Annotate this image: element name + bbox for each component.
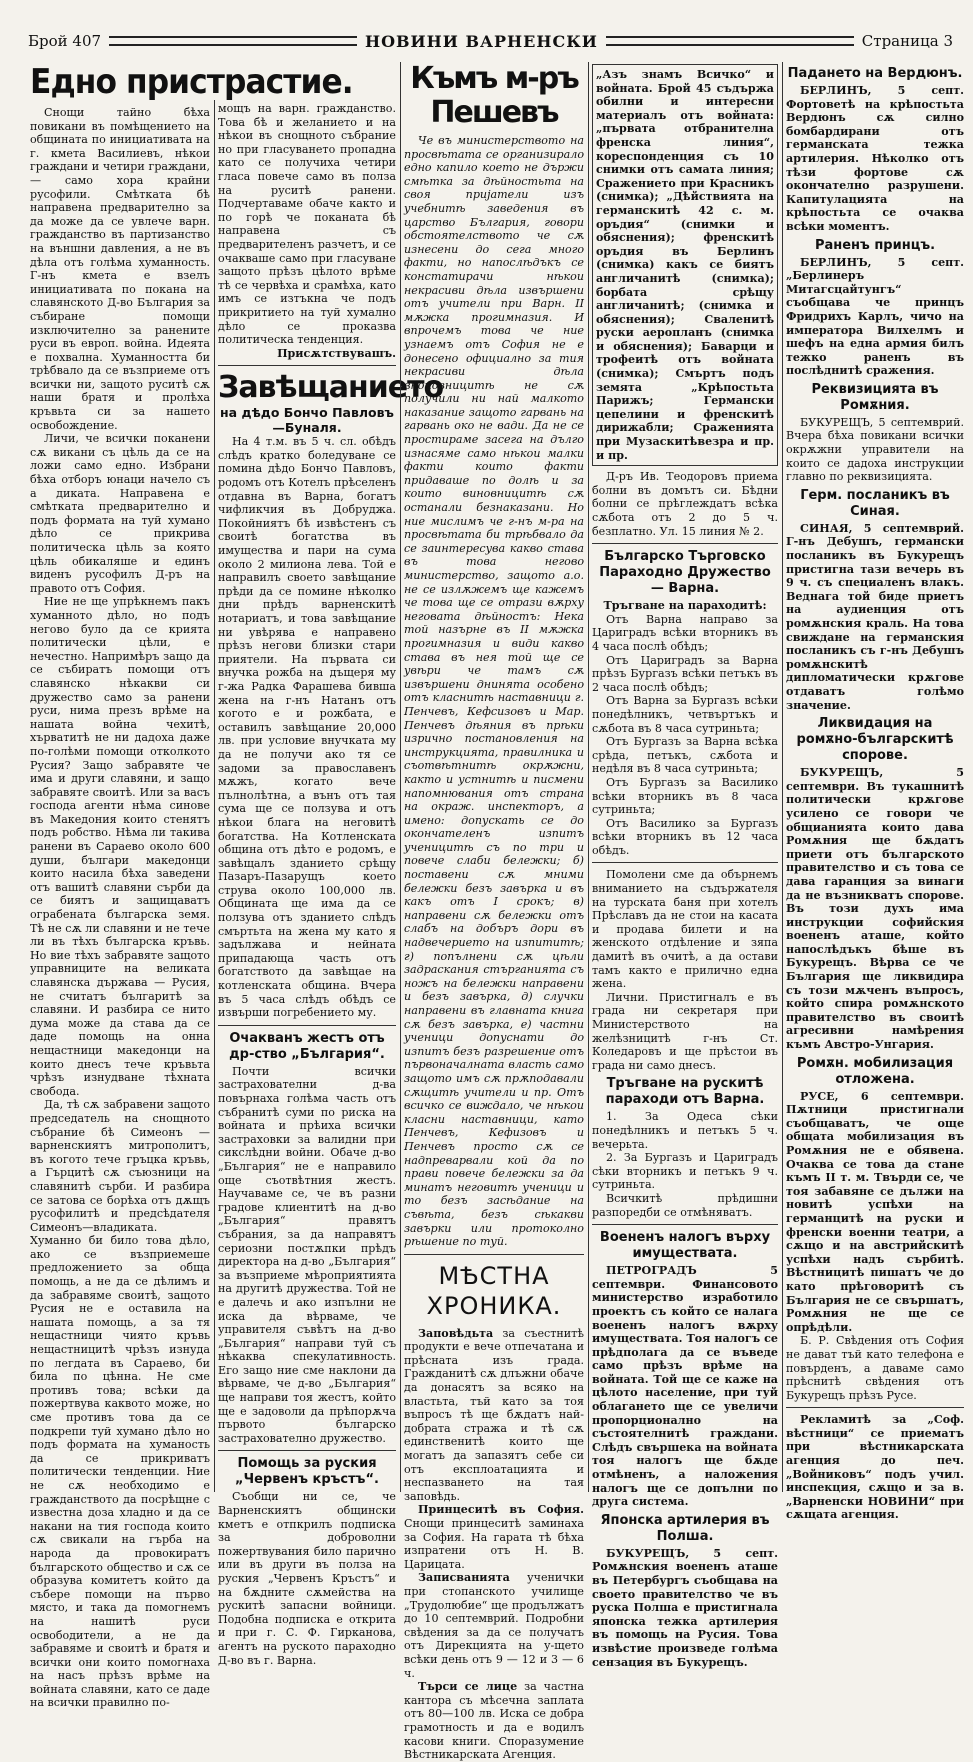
separator [786, 1407, 964, 1408]
russian-ship-item: 2. За Бургазъ и Цариградъ сѣки вторникъ и петъкъ 9 ч. сутриньта. [592, 1151, 778, 1192]
article-headline-will: Завѣщанието [218, 370, 444, 406]
mobilization-headline: Ромѫн. мобилизация отложена. [796, 1055, 954, 1087]
war-tax-headline: Воененъ налогъ върху имуществата. [599, 1230, 771, 1262]
mobilization-body: РУСЕ, 6 септември. Пѫтници пристигнали съобщаватъ, че още общата мобилизация въ Ромѫния не е обявена. Очаква се това да стане къмъ II т. м. Твърди се, че тоя забавяне се дължи на новитѣ успѣхи на германцитѣ на руски и френски военни театри, а сѫщо и на австрийскитѣ успѣхи надъ сърбитѣ. Вѣстницитѣ пишатъ че до като прѣговоритѣ съ България не се свършатъ, Ромѫния не ще се опрѣдѣли. [786, 1089, 964, 1334]
requisition-body: БУКУРЕЩЪ, 5 септемврий. Вчера бѣха повикани всички окрѫжни управители на които се дадоха инструкции главно по реквизицията. [786, 415, 964, 484]
article-signature: Присѫтствувашъ. [277, 346, 396, 360]
shipping-item: Отъ Бургазъ за Варна всѣка срѣда, петъкъ, сѫбота и недѣля въ 8 часа сутриньта; [592, 735, 778, 776]
shipping-item: Отъ Бургазъ за Василико всѣки вторникъ въ 8 часа сутриньта; [592, 775, 778, 817]
shipping-company-headline: Българско Търговско Параходно Дружество — Варна. [599, 549, 771, 597]
separator [218, 1450, 396, 1451]
column-divider [588, 62, 589, 1492]
chronicle-item: Заповѣдьта за съестнитѣ продукти е вече отпечатана и прѣсната изъ града. Гражданитѣ сѫ длъжни обаче да донасятъ за всяко на властьта, тъй като за тоя въпросъ тѣ ще бѫдатъ най-добрата стража и тѣ сѫ единственитѣ които ще могатъ да запазятъ себе си отъ експлоатацията и неспазването на тая заповѣдь. [404, 1326, 585, 1503]
chronicle-item: Търси се лице за частна кантора съ мѣсечна заплата отъ 80—100 лв. Иска се добра грамотность и да е водилъ касови книги. Споразумение Вѣстникарската Агенция. [404, 1680, 584, 1762]
shipping-item: Отъ Цариградъ за Варна прѣзъ Бургазъ всѣки петъкъ въ 2 часа послѣ обѣдъ; [592, 653, 778, 694]
prince-headline: Раненъ принцъ. [814, 237, 936, 253]
russian-ship-note: Всичкитѣ прѣдишни разпоредби се отмѣняватъ. [592, 1191, 778, 1219]
requisition-headline: Реквизицията въ Ромѫния. [811, 381, 939, 413]
war-tax-body: ПЕТРОГРАДЪ 5 септември. Финансовото министерство изработило проектъ съ който се налага воененъ налогъ вѫрху имуществата. Тоя налогъ се прѣдполага да се въведе само прѣзъ врѣме на войната. Той ще се каже на цѣлото население, при туй облагането ще се увеличи пропорционално на състоятелнитѣ граждани. Слѣдъ свършека на войната тоя налогъ ще бѫде отмѣненъ, а наложения налогъ ще се допълни по друга система. [592, 1264, 778, 1509]
article-headline-peshev: Къмъ м-ръ Пешевъ [410, 61, 578, 130]
header-rule-right [606, 36, 854, 46]
russian-ship-item: 1. За Одеса сѣки понедѣлникъ и петъкъ 5 ч. вечерьта. [592, 1110, 778, 1151]
japanese-artillery-headline: Японска артилерия въ Полша. [600, 1512, 770, 1544]
article-paragraph: Че въ министерството на просвѣтата се организирало едно капило което не държи смѣтка за дѣйностьта на своя пријатели изъ учебнитѣ заведения въ царство България, говори обстоятелството че сѫ изнесени до сега много факти, но напослѣдъкъ се констатирачи нѣкои некрасиви дѣла извършени отъ учители при Варн. II мѫжка прогимназия. И впрочемъ това че ние узнаемъ отъ София не е донесено официално за тия некрасиви дѣла вноновницитѣ не сѫ получили ни най малкото наказание защото гарвань на гарвань око не вади. Да не се простираме засега на дълго изнасяме само нѣкои малки факти които факти придаваше по долѣ и за които виновницитѣ сѫ останали безнаказани. Но ние мислимъ че г-нъ м-ра на просвѣтата би трѣбвало да се заинтересува какво става въ това негово министерство, защото а.о. не се излѫжемъ ще кажемъ че това ще се отрази вѫрху неговата дѣйностъ: Нека той назърне въ II мѫжка прогимназия и види какво става въ нея той ще се увѣри че тамъ сѫ извършени днинята особено отъ класнитѣ наставници г. Пенчевъ, Кефсизовъ и Мар. Пенчевъ дѣяния въ прѣки изрично постановления на инструкцията, правилника и съотвѣтнитѣ окрѫжни, както и устнитѣ и писмени напомнювания отъ страна на окраж. инспекторъ, а имено: допускать се до окончателенъ изпитъ ученицитѣ съ по три и повече слаби бележки; б) поставени сѫ мними бележки безъ завърка и въ какъ отъ I срокъ; в) направени сѫ бележки отъ слабъ на добъръ дори въ надвечерието на изпититѣ; г) попълнени сѫ цѣли задраскания стърганията съ ножъ на бележки направени и безъ завърка, д) случки направени въ главната книга сѫ безъ завърка, е) частни ученици допуснати до изпитъ безъ разрешение отъ първоначалната власть само защото имъ сѫ прѫподавали сѫщитѣ учители и пр. Отъ всичко се виждало, че нѣкои класни наставници, като Пенчевъ, Кефизовъ и Пенчевъ просто сѫ се надпреварвали кой да по прави повече бележки за да минатъ неговитѣ ученици и то безъ засѣдание на съвѣта, безъ сѣкакви завърки или протоколно рѣшение по туй. [404, 134, 584, 1249]
separator [592, 862, 778, 863]
article-headline-help: Помощь за руския „Червенъ кръстъ“. [235, 1456, 379, 1488]
column-divider [782, 62, 783, 1492]
shipping-subheadline: Тръгване на параходитѣ: [603, 599, 767, 613]
verdun-body: БЕРЛИНЪ, 5 септ. Фортоветѣ на крѣпостьта Вердюнъ сѫ силно бомбардирани отъ германската тежка артилерия. Нѣколко отъ тѣзи фортове сѫ окончателно разрушени. Капитулацията на крѣпостьта се очаква всѣки моментъ. [786, 84, 964, 233]
article-subheadline-will: на дѣдо Бончо Павловъ—Буналя. [220, 405, 394, 436]
column-divider [214, 100, 215, 1492]
envoy-headline: Герм. посланикъ въ Синая. [800, 487, 950, 519]
issue-number: Брой 407 [28, 32, 102, 50]
article-paragraph: Ние не ще упрѣкнемъ пакъ хуманното дѣло, но подъ негово було да се крията политически цѣли, е нечестно. Напримѣръ защо да се събиратъ помощи отъ славянско нѣкакви си дружество само за ранени руси, нима презъ врѣме на нашата война чехитѣ, хърватитѣ не ни дадоха даже по-голѣми помощи отколкото Русия? Защо забравяте че има и други славяни, и защо забравяте своитѣ. Или за васъ господа агенти нѣма синове въ Македония които стенятъ подъ робство. Нѣма ли такива ранени въ Сараево около 600 души, българи македонци които насила бѣха заведени отъ вашитѣ славяни сърби да се биятъ и защищаватъ ограбената българска земя. Тѣ не сѫ ли славяни и не тече ли въ тѣхъ българска кръвь. Но вие тѣхъ забравяте защото управниците на великата славянска държава — Русия, не считатъ българитѣ за славяни. И разбира се нито дума може да става да се даде помощь на онна нещастници македонци на които днесъ тече кръвьта чрѣзъ изнудване тѣхната свобода. [30, 595, 210, 1098]
column-divider [400, 62, 401, 1492]
page-header [28, 30, 953, 52]
liquidation-headline: Ликвидация на ромѫно-българскитѣ спорове. [796, 716, 954, 764]
separator [218, 1025, 396, 1026]
doctor-notice: Д-ръ Ив. Теодоровъ приема болни въ домътъ си. Бѣдни болни се прѣглеждатъ всѣка сѫбота отъ 2 до 5 ч. безплатно. Ул. 15 линия № 2. [592, 470, 778, 538]
envoy-body: СИНАЯ, 5 септемврий. Г-нъ Дебушъ, германски посланикъ въ Букурещъ пристигна тази вечерь въ 9 ч. съ специаленъ влакъ. Веднага той биде приетъ на аудиенция отъ ромѫнския краль. На това свиждане на германския посланикъ съ г-нъ Дебушъ ромѫнскитѣ дипломатически крѫгове отдаватъ голѣмо значение. [786, 521, 964, 712]
article-paragraph: Почти всички застрахователни д-ва повърнаха голѣма часть отъ събранитѣ суми по риска на войната и прѣиха всички застраховки за валидни при сикслѣдни войни. Обаче д-во „България“ не е направило още съотвѣтния жестъ. Научаваме се, че въ разни градове клиентитѣ на д-во „България“ правятъ събрания, за да направятъ сериозни постѫпки прѣдъ директора на д-во „България“ за възприеме мѣроприятията на другитѣ дружества. Той не е далечь и ако изпълни не иска да вѣрваме, че управителя съвѣтъ на д-во „България“ направи туй съ нѣкаква спекулативность. Его защо ние сме наклони да вѣрваме, че д-во „България“ ще направи тоя жестъ, който ще е задоволи да прѣпорѫча първото българско застрахователно дружество. [218, 1064, 396, 1445]
ads-notice: Рекламитѣ за „Соф. вѣстници“ се приематъ при вѣстникарската агенция до печ. „Войниковъ“ подъ учил. инспекция, сѫщо и за в. „Варненски НОВИНИ“ при сѫщата агенция. [786, 1413, 964, 1522]
separator [592, 543, 778, 544]
column-4 [592, 62, 778, 1669]
shipping-item: Отъ Варна за Бургазъ всѣки понедѣлникъ, четвъртъкъ и сѫбота въ 8 часа сутриньта; [592, 694, 778, 735]
bath-notice: Помолени сме да обърнемъ вниманието на съдържателя на турската баня при хотелъ Прѣславъ да не стои на касата и продава билети и на женското отдѣление и зяпа дамитѣ въ очитѣ, а да остави тамъ както е прилично една жена. [592, 868, 778, 991]
section-headline-local-chronicle: МѢСТНА ХРОНИКА. [426, 1261, 562, 1320]
prince-body: БЕРЛИНЪ, 5 септ. „Берлинеръ Митагсцайтунгъ“ съобщава че принцъ Фридрихъ Карлъ, чичо на императора Вилхелмъ и шефъ на една армия билъ тежко раненъ въ послѣднитѣ сражения. [786, 255, 964, 378]
liquidation-body: БУКУРЕЩЪ, 5 септември. Въ тукашнитѣ политически крѫгове усилено се говори че общианията които дава Ромѫния ще бѫдатъ приети отъ българското правителство и съ това се дава гаранция за винаги да не възникватъ спорове. Въ този духъ има инструкции софийския воененъ аташе, който напослѣдъкъ бѣше въ Букурещъ. Вѣрва се че България ще ликвидира съ този мѫченъ въпросъ, който спира ромѫнското правителство въ своитѣ агресивни намѣрения къмъ Австро-Унгария. [786, 766, 964, 1052]
article-headline-bias: Едно пристрастие. [30, 62, 353, 102]
article-paragraph: Да, тѣ сѫ забравени защото председатель на снощното събрание бѣ Симеонъ — варненскиятъ митрополитъ, въ когото тече гръцка кръвь, а Гърцитѣ сѫ съюзници на славянитѣ сърби. И разбира се затова се борѣха отъ дѫщъ русофилитѣ и предсѣдателя Симеонъ—владиката. Хуманно би било това дѣло, ако се възприемеше предложението за обща помощь, а не да се дѣлимъ и да забравяме своитѣ, защото Русия не е оставила на нашата помощь, а за тя нещастници чиято кръвь нещастницитѣ чрѣзъ изнуда по легдата въ Сараево, би била по цѣнна. Не сме противъ това; всѣки да пожертвува каквото може, но сме противъ това да се подкрепи туй хумано дѣло но подъ формата на хуманость да се прикриватъ политически тенденции. Ние не сѫ необходимо е гражданството да посрѣщне с известна доза хладно и да се накани на тия господа които сѫ свикали на гърба на народа да провокиратъ българското общество и сѫ се образува комитетъ който да събере помощи на първо място, и така да помогнемъ на нашитѣ руси освободители, а не да забравяме и своитѣ и братя и всички они които помогнаха на насъ прѣзъ врѣме на войната славяни, като се даде на всички правилно по- [30, 1098, 210, 1710]
separator [218, 365, 396, 366]
japanese-artillery-body: БУКУРЕЩЪ, 5 септ. Ромѫнския воененъ аташе въ Петербургъ съобщава на своето правителство че въ руска Полша е пристигнала японска тежка артилерия въ помощь на Русия. Това извѣстие произведе голѣма сензация въ Букурещъ. [592, 1546, 778, 1669]
editorial-note: Б. Р. Свѣдения отъ София не дават тъй като телефона е повърденъ, а даваме само прѣснитѣ свѣдения отъ Букурещъ прѣзъ Русе. [786, 1334, 964, 1402]
article-paragraph: Снощи тайно бѣха повикани въ помѣщението на общината по инициативата на г. кмета Василиевъ, нѣкои граждани и четири граждани, — само хора крайни русофили. Смѣтката бѣ направена предварително за да може да се увлече варн. гражданство въ партизанство на външни давления, а не въ дѣла отъ голѣма хуманность. Г-нъ кмета е взелъ инициативата по покана на славянското Д-во България за събиране помощи изключително за ранените руси въ европ. война. Идеята е похвална. Хуманността би трѣбвало да се възприеме отъ всички ни, защото руситѣ сѫ наши братя и пролѣха кръвьта си за нашето освобождение. [30, 106, 210, 432]
column-2 [218, 102, 444, 1667]
page-number: Страница 3 [861, 32, 954, 50]
article-paragraph: Личи, че всички поканени сѫ викани съ цѣль да се на ложи само едно. Избрани бѣха отборъ юнаци начело съ а диката. Направена е смѣтката предварително и подъ формата на туй хумано дѣло се прикрива политическа цѣль за която цѣль обикаляше и единъ виденъ русофилъ Д-ръ на правото отъ София. [30, 432, 210, 595]
shipping-item: Отъ Василико за Бургазъ всѣки вторникъ въ 12 часа обѣдъ. [592, 816, 778, 857]
verdun-headline: Падането на Вердюнъ. [787, 66, 963, 81]
separator [592, 1224, 778, 1225]
newspaper-title: НОВИНИ ВАРНЕНСКИ [364, 31, 598, 51]
chronicle-item: Принцеситѣ въ София. Снощи принцеситѣ заминаха за София. На гарата тѣ бѣха изпратени отъ Н. В. Царицата. [404, 1503, 584, 1571]
article-paragraph: На 4 т.м. въ 5 ч. сл. обѣдъ слѣдъ кратко боледуване се помина дѣдо Бончо Павловъ, родомъ отъ Котелъ прѣселенъ отдавна въ Варна, богатъ чифликчия въ Добруджа. Покойниятъ бѣ извѣстенъ съ своитѣ богатства въ имущества и пари на сума около 2 милиона лева. Той е направилъ своето завѣщание прѣди да се помине нѣколко дни прѣдъ варненскитѣ нотариатъ, и това завѣщание ни увѣрява е направено прѣзъ негови близки стари приятели. На първата си внучка рожба на дъщеря му г-жа Радка Фарашева бивша жена на г-нъ Натанъ отъ когото е и рожбата, е оставилъ завѣщание 20,000 лв. при условие внучката му да не получи ако тя се задоми за православенъ мѫжъ, когато вече пълнолѣтна, а вънъ отъ тая сума ще се ползува и отъ нѣкои блага на неговитѣ богатства. На Котленската община отъ дѣто е родомъ, е завѣщалъ зданието срѣщу Пазаръ-Пазарущъ което струва около 100,000 лв. Общината ще има да се ползува отъ зданието слѣдъ смъртьта на жена му като я задължава и нейната припадающа часть отъ богатството да завѣщае на котленската община. Вчера въ 5 часа слѣдъ обѣдъ се извърши погребението му. [218, 435, 396, 1020]
russian-ships-headline: Тръгване на рускитѣ параходи отъ Варна. [605, 1076, 765, 1108]
column-3 [404, 61, 585, 1762]
column-5 [786, 62, 964, 1522]
personal-notice: Лични. Пристигналъ е въ града ни секретаря при Министерството на желѣзницитѣ г-нъ Ст. Коледаровъ и ще прѣстои въ града ни само днесъ. [592, 990, 778, 1072]
magazine-notice: „Азъ знамъ Всичко“ и войната. Брой 45 съдържа обилни и интересни материалъ отъ войната: „първата отбранителна френска линия“, кореспонденция съ 10 снимки отъ самата линия; Сражението при Красникъ (снимка); „Дѣйствията на германскитѣ 42 с. м. оръдия“ (снимки и обяснения); френскитѣ оръдия въ Берлинъ (снимка) какъ се биятъ англичанитѣ (снимка); борбата срѣщу англичанитѣ; (снимка и обяснения); Сваленитѣ руски аеропланъ (снимка и обяснения); Баварци и трофеитѣ отъ войната (снимка); Смъртъ подъ земята „Крѣпостьта Парижъ; Германски цепелини и френскитѣ дирижабли; Сраженията при Музаскитѣвезра и пр. и пр. [592, 64, 778, 466]
article-paragraph: Съобщи ни се, че Варненскиятъ общински кметъ е отпкрилъ подписка за доброволни пожертвувания било парично или въ други въ полза на руския „Червенъ Кръстъ“ и на бѫдните сѫмейства на рускитѣ запасни войници. Подобна подписка е открита и при г. С. Ф. Гирканова, агентъ на руското параходно Д-во въ г. Варна. [218, 1490, 396, 1667]
shipping-item: Отъ Варна направо за Цариградъ всѣки вторникъ въ 4 часа послѣ обѣдъ; [592, 612, 778, 653]
article-continuation: мощъ на варн. гражданство. Това бѣ и желанието и на нѣкои въ снощното събрание но при гласуването пропадна като се получиха четири гласа повече само въ полза на руситѣ ранени. Подчертаваме обаче както и по горѣ че поканата бѣ направена съ предварителенъ разчетъ, и се очакваше само при гласуване защото прѣзъ цѣлото врѣме тѣ се червѣха и срамѣха, като имъ се изтъкна че подъ прикритието на туй хумално дѣло се проказва политическа тенденция. [218, 102, 396, 347]
separator [404, 1254, 584, 1255]
article-headline-expected: Очакванъ жестъ отъ др-ство „България“. [229, 1030, 385, 1062]
chronicle-item: Записванията ученички при стопанското училище „Трудолюбие“ ще продължатъ до 10 септемврий. Подробни свѣдения за да се получатъ отъ Дирекцията на у-щето всѣки день отъ 9 — 12 и 3 — 6 ч. [404, 1571, 584, 1680]
header-rule-left [109, 36, 357, 46]
